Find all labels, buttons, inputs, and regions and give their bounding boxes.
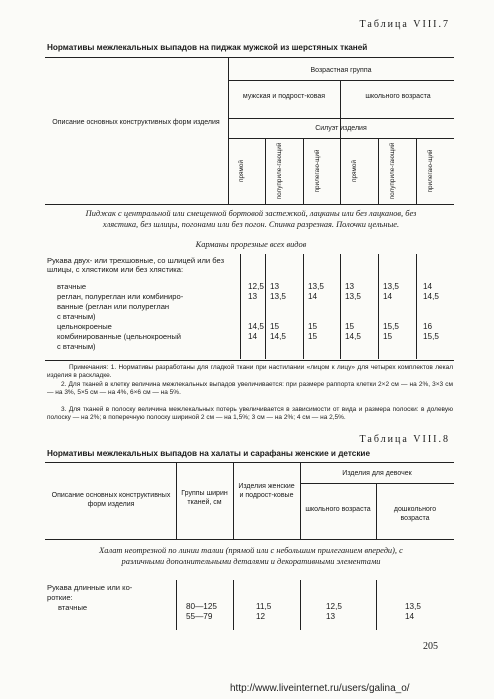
table-cell: 12 (256, 612, 266, 621)
row-label: роткие: (47, 593, 73, 602)
table-cell: 13 (345, 282, 355, 291)
column-header-semi-fitted: полуприле-гающий (389, 142, 396, 200)
table-title: Нормативы межлекальных выпадов на пиджак мужской из шерстяных тканей (47, 43, 368, 52)
table-rule (45, 204, 454, 205)
table-title: Нормативы межлекальных выпадов на халаты и сарафаны женские и детские (47, 449, 370, 458)
table-rule (376, 580, 377, 630)
table-rule (340, 254, 341, 359)
column-header-semi-fitted: полуприле-гающий (276, 142, 283, 200)
table-cell: 13,5 (308, 282, 324, 291)
table-cell: 14,5 (345, 332, 361, 341)
section-subheading: Карманы прорезные всех видов (195, 240, 307, 249)
table-cell: 16 (423, 322, 433, 331)
column-header-fitted: прилегаю-щий (314, 149, 321, 193)
table-rule (228, 80, 454, 81)
table-cell: 14 (248, 332, 258, 341)
table-cell: 13,5 (383, 282, 399, 291)
table-rule (303, 254, 304, 359)
row-label: втачные (57, 282, 87, 291)
table-rule (233, 462, 234, 539)
row-label: с втачным) (57, 312, 96, 321)
table-cell: 15 (308, 322, 318, 331)
table-rule (300, 580, 301, 630)
table-cell: 12,5 (248, 282, 264, 291)
table-cell: 15,5 (383, 322, 399, 331)
column-header-girls: Изделия для девочек (342, 470, 412, 477)
row-label: комбинированные (цельнокроеный (57, 332, 182, 341)
table-cell: 14,5 (248, 322, 264, 331)
table-cell: 15 (345, 322, 355, 331)
table-rule (378, 138, 379, 204)
table-rule (228, 138, 454, 139)
table-cell: 14 (423, 282, 433, 291)
table-rule (228, 118, 454, 119)
table-cell: 80—125 (186, 602, 217, 611)
table-rule (300, 483, 454, 484)
table-rule (45, 57, 454, 58)
table-rule (376, 483, 377, 539)
table-rule (378, 254, 379, 359)
column-header-school: школьного возраста (365, 93, 431, 100)
table-cell: 55—79 (186, 612, 213, 621)
table-cell: 15 (308, 332, 318, 341)
table-cell: 14 (383, 292, 393, 301)
table-cell: 14 (308, 292, 318, 301)
table-cell: 14,5 (423, 292, 439, 301)
watermark-url: http://www.liveinternet.ru/users/galina_o/ (230, 683, 410, 694)
table-cell: 13 (248, 292, 258, 301)
row-label: с втачным) (57, 342, 96, 351)
table-rule (303, 138, 304, 204)
table-rule (176, 462, 177, 539)
column-header-straight: прямой (238, 160, 245, 182)
column-header-school: школьного возраста (305, 506, 371, 513)
row-label: реглан, полуреглан или комбиниро- (57, 292, 184, 301)
table-cell: 15 (270, 322, 280, 331)
table-cell: 15,5 (423, 332, 439, 341)
column-header-fitted: прилегаю-щий (427, 149, 434, 193)
table-rule (265, 138, 266, 204)
table-rule (45, 539, 454, 540)
row-label: Рукава двух- или трехшовные, со шлицей или без шлицы, с хлястиком или без хлястика: (47, 256, 225, 275)
row-label: Рукава длинные или ко- (47, 583, 133, 592)
table-rule (45, 360, 454, 361)
table-cell: 13 (270, 282, 280, 291)
row-label: ванные (реглан или полуреглан (57, 302, 170, 311)
column-header-age-group: Возрастная группа (310, 67, 372, 74)
table-cell: 14,5 (270, 332, 286, 341)
column-header-width-groups: Группы ширин тканей, см (181, 490, 228, 506)
table-cell: 13 (326, 612, 336, 621)
table-rule (265, 254, 266, 359)
column-header-straight: прямой (351, 160, 358, 182)
column-header-silhouette: Силуэт изделия (315, 125, 367, 132)
table-note: 2. Для тканей в клетку величина межлекальных выпадов увеличивается: при размере раппорта клетки 2×2 см — на 2%, 3×3 см — на 3%, 5×5 см — на 4%, 6×6 см — на 5%. (47, 381, 453, 397)
table-note: Примечания: 1. Нормативы разработаны для гладкой ткани при настилании «лицом к лицу» для четырех комплектов лекал изделия в раскладке. (47, 364, 453, 380)
table-rule (340, 80, 341, 204)
column-header-men: мужская и подрост-ковая (242, 93, 326, 100)
table-caption: Таблица VIII.8 (359, 434, 450, 445)
table-cell: 11,5 (256, 602, 272, 611)
table-cell: 13,5 (345, 292, 361, 301)
column-header-description: Описание основных конструктивных форм изделия (51, 492, 171, 508)
page-number: 205 (423, 641, 438, 652)
table-cell: 15 (383, 332, 393, 341)
section-heading: Халат неотрезной по линии талии (прямой или с небольшим прилеганием впереди), с различными дополнительными деталями и декоративными элементами (99, 546, 403, 566)
table-cell: 13,5 (405, 602, 421, 611)
row-label: втачные (58, 603, 88, 612)
table-rule (45, 462, 454, 463)
table-cell: 13,5 (270, 292, 286, 301)
section-heading: Пиджак с центральной или смещенной бортовой застежкой, лацканы или без лацканов, без хлястика, без шлицы, погонами или без погон. Спинка разрезная. Полочки цельные. (85, 209, 417, 229)
column-header-description: Описание основных конструктивных форм изделия (52, 119, 220, 126)
table-note: 3. Для тканей в полоску величина межлекальных потерь увеличивается в зависимости от вида и размера полоски: в долевую полоску — на 2%; в поперечную полоску шириной 2 см — на 1,5%; 3 см — на 2%; 4 см — на 2,5%. (47, 406, 453, 422)
column-header-women: Изделия женские и подрост-ковые (238, 483, 295, 499)
table-caption: Таблица VIII.7 (359, 19, 450, 30)
row-label: цельнокроеные (57, 322, 112, 331)
table-rule (233, 580, 234, 630)
table-rule (240, 254, 241, 359)
column-header-preschool: дошкольного возраста (393, 506, 437, 522)
table-rule (416, 138, 417, 204)
table-rule (416, 254, 417, 359)
table-rule (176, 580, 177, 630)
table-cell: 12,5 (326, 602, 342, 611)
table-cell: 14 (405, 612, 415, 621)
